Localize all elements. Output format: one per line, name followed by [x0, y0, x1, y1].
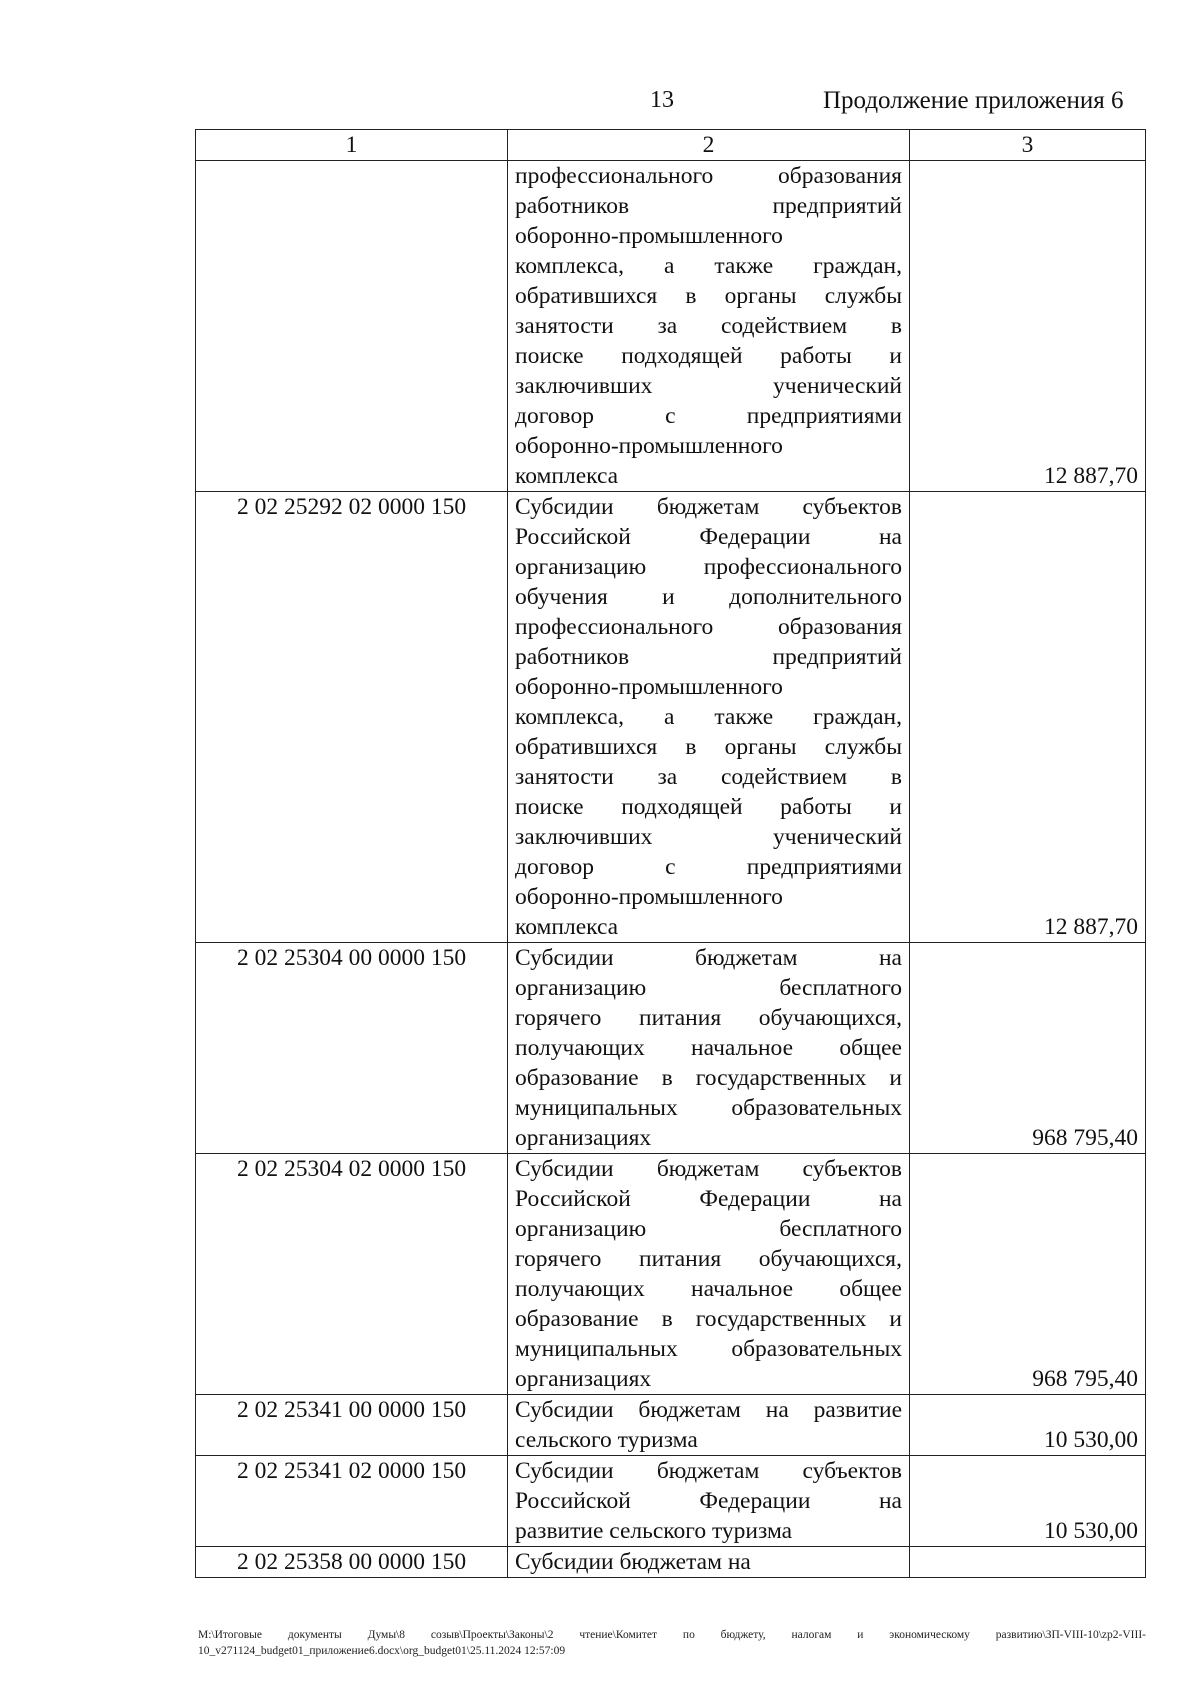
description-cell — [508, 1456, 910, 1547]
amount-cell: 968 795,40 — [910, 1154, 1146, 1395]
description-line: получающих начальное общее — [515, 1035, 902, 1061]
description-line: обратившихся в органы службы — [515, 734, 902, 760]
description-line: оборонно-промышленного — [515, 433, 783, 459]
description-cell — [508, 492, 910, 943]
table-row — [196, 161, 1146, 492]
description-line: Российской Федерации на — [515, 524, 902, 550]
budget-code-cell: 2 02 25358 00 0000 150 — [196, 1547, 508, 1578]
description-cell — [508, 1154, 910, 1395]
description-line: заключивших ученический — [515, 824, 902, 850]
amount-cell: 12 887,70 — [910, 161, 1146, 492]
amount-cell — [910, 1547, 1146, 1578]
description-line: договор с предприятиями — [515, 403, 902, 429]
table-row — [196, 1547, 1146, 1578]
description-line: занятости за содействием в — [515, 764, 902, 790]
description-line: организациях — [515, 1125, 652, 1151]
description-line: Российской Федерации на — [515, 1186, 902, 1212]
description-line: комплекса — [515, 463, 619, 489]
description-line: муниципальных образовательных — [515, 1336, 902, 1362]
description-line: работников предприятий — [515, 644, 902, 670]
amount-cell: 968 795,40 — [910, 943, 1146, 1154]
amount-cell: 10 530,00 — [910, 1395, 1146, 1456]
budget-code-cell — [196, 161, 508, 492]
description-line: Российской Федерации на — [515, 1488, 902, 1514]
budget-code-cell: 2 02 25304 00 0000 150 — [196, 943, 508, 1154]
description-line: оборонно-промышленного — [515, 884, 783, 910]
description-line: организацию профессионального — [515, 554, 902, 580]
description-line: комплекса, а также граждан, — [515, 704, 902, 730]
budget-code-cell: 2 02 25304 02 0000 150 — [196, 1154, 508, 1395]
budget-code-cell: 2 02 25292 02 0000 150 — [196, 492, 508, 943]
description-line: организацию бесплатного — [515, 1216, 902, 1242]
description-cell — [508, 1395, 910, 1456]
description-line: сельского туризма — [515, 1427, 698, 1453]
table-row — [196, 492, 1146, 943]
footer-line: 10_v271124_budget01_приложение6.docx\org_budget01\25.11.2024 12:57:09 — [198, 1645, 566, 1657]
description-cell — [508, 1547, 910, 1578]
column-header: 3 — [910, 130, 1146, 161]
description-line: поиске подходящей работы и — [515, 794, 902, 820]
continuation-title: Продолжение приложения 6 — [823, 87, 1124, 114]
description-line: Субсидии бюджетам на — [515, 1549, 751, 1575]
description-line: комплекса — [515, 914, 619, 940]
amount-cell: 10 530,00 — [910, 1456, 1146, 1547]
description-line: муниципальных образовательных — [515, 1095, 902, 1121]
description-line: обучения и дополнительного — [515, 584, 902, 610]
description-line: профессионального образования — [515, 163, 902, 189]
table-row — [196, 1456, 1146, 1547]
description-line: оборонно-промышленного — [515, 674, 783, 700]
description-line: Субсидии бюджетам субъектов — [515, 494, 902, 520]
column-header: 2 — [508, 130, 910, 161]
description-line: работников предприятий — [515, 193, 902, 219]
description-line: занятости за содействием в — [515, 313, 902, 339]
description-line: заключивших ученический — [515, 373, 902, 399]
budget-code-cell: 2 02 25341 02 0000 150 — [196, 1456, 508, 1547]
description-line: Субсидии бюджетам субъектов — [515, 1156, 902, 1182]
table-row — [196, 943, 1146, 1154]
footer-line: М:\Итоговые документы Думы\8 созыв\Проекты\Законы\2 чтение\Комитет по бюджету, налогам и экономическому развитию\ЗП-VIII-10\zp2-VIII- — [198, 1629, 1146, 1641]
description-cell — [508, 161, 910, 492]
description-line: Субсидии бюджетам на развитие — [515, 1397, 902, 1423]
description-line: комплекса, а также граждан, — [515, 253, 902, 279]
description-line: Субсидии бюджетам субъектов — [515, 1458, 902, 1484]
amount-cell: 12 887,70 — [910, 492, 1146, 943]
description-line: профессионального образования — [515, 614, 902, 640]
budget-code-cell: 2 02 25341 00 0000 150 — [196, 1395, 508, 1456]
table-header-row — [196, 130, 1146, 161]
description-line: договор с предприятиями — [515, 854, 902, 880]
description-line: образование в государственных и — [515, 1306, 902, 1332]
description-line: образование в государственных и — [515, 1065, 902, 1091]
file-path-footer — [198, 1627, 1146, 1659]
appendix-table — [195, 129, 1146, 1578]
description-cell — [508, 943, 910, 1154]
description-line: поиске подходящей работы и — [515, 343, 902, 369]
page-number: 13 — [650, 87, 674, 113]
description-line: получающих начальное общее — [515, 1276, 902, 1302]
description-line: оборонно-промышленного — [515, 223, 783, 249]
description-line: обратившихся в органы службы — [515, 283, 902, 309]
description-line: организациях — [515, 1366, 652, 1392]
column-header: 1 — [196, 130, 508, 161]
table-row — [196, 1395, 1146, 1456]
description-line: горячего питания обучающихся, — [515, 1005, 902, 1031]
description-line: развитие сельского туризма — [515, 1518, 793, 1544]
description-line: организацию бесплатного — [515, 975, 902, 1001]
description-line: горячего питания обучающихся, — [515, 1246, 902, 1272]
table-row — [196, 1154, 1146, 1395]
description-line: Субсидии бюджетам на — [515, 945, 902, 971]
